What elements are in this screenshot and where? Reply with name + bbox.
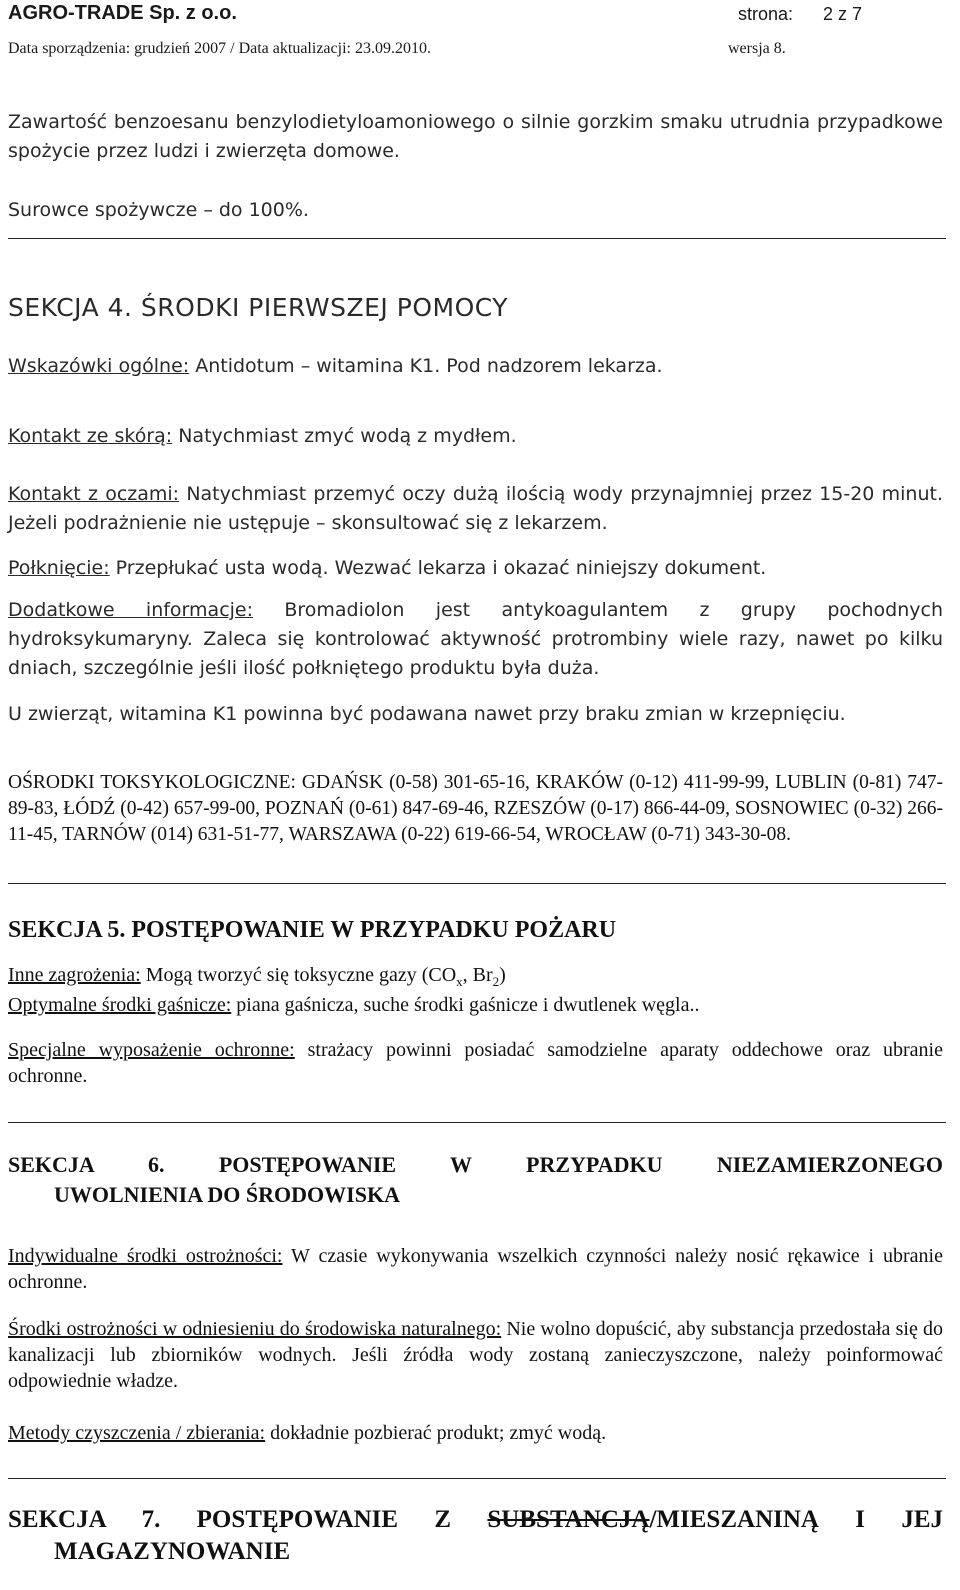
cleanup-label: Metody czyszczenia / zbierania: <box>8 1422 266 1444</box>
document-version: wersja 8. <box>728 40 786 57</box>
section7-title-line2: MAGAZYNOWANIE <box>54 1538 291 1565</box>
toxicology-centers: OŚRODKI TOKSYKOLOGICZNE: GDAŃSK (0-58) 301-65-16, KRAKÓW (0-12) 411-99-99, LUBLIN (0-81) 747-89-83, ŁÓDŹ (0-42) 657-99-00, POZNAŃ (0-61) 847-69-46, RZESZÓW (0-17) 866-44-09, SOSNOWIEC (0-32) 266-11-45, TARNÓW (014) 631-51-77, WARSZAWA (0-22) 619-66-54, WROCŁAW (0-71) 343-30-08. <box>8 772 943 845</box>
section5-media <box>8 992 943 1018</box>
section7-title-line1 <box>8 1504 943 1536</box>
section4-extra <box>8 596 943 683</box>
section-divider <box>8 1122 946 1123</box>
extra-text: Bromadiolon jest antykoagulantem z grupy pochodnych hydroksykumaryny. Zaleca się kontrolować aktywność protrombiny wiele razy, nawet po kilku dniach, szczególnie jeśli ilość połkniętego produktu była duża. <box>8 599 943 679</box>
section5-title: SEKCJA 5. POSTĘPOWANIE W PRZYPADKU POŻARU <box>8 917 617 943</box>
extra-label: Dodatkowe informacje: <box>8 599 254 621</box>
section-divider <box>8 238 946 239</box>
hazards-text-end: ) <box>499 964 506 986</box>
section4-animals: U zwierząt, witamina K1 powinna być podawana nawet przy braku zmian w krzepnięciu. <box>8 703 846 725</box>
skin-text: Natychmiast zmyć wodą z mydłem. <box>172 425 517 447</box>
hazards-text: Mogą tworzyć się toksyczne gazy (CO <box>140 964 457 986</box>
section6-cleanup <box>8 1420 943 1446</box>
section7-title <box>8 1504 943 1568</box>
env-text: Nie wolno dopuścić, aby substancja przedostała się do kanalizacji lub zbiorników wodnych. Jeśli źródła wody zostaną zanieczyszczone, należy poinformować odpowiednie władze. <box>8 1318 943 1392</box>
swallow-text: Przepłukać usta wodą. Wezwać lekarza i okazać niniejszy dokument. <box>109 557 767 579</box>
swallow-label: Połknięcie: <box>8 557 110 579</box>
media-label: Optymalne środki gaśnicze: <box>8 994 232 1016</box>
page-label: strona: <box>738 4 794 24</box>
section4-general <box>8 352 943 381</box>
section4-skin <box>8 422 943 451</box>
ppe-label: Specjalne wyposażenie ochronne: <box>8 1039 295 1061</box>
cleanup-text: dokładnie pozbierać produkt; zmyć wodą. <box>265 1422 607 1444</box>
hazards-text-br: , Br <box>462 964 493 986</box>
section7-title-b: /MIESZANINĄ I JEJ <box>649 1506 944 1533</box>
intro-raw-materials: Surowce spożywcze – do 100%. <box>8 199 309 221</box>
document-dates: Data sporządzenia: grudzień 2007 / Data aktualizacji: 23.09.2010. <box>8 40 431 57</box>
env-label: Środki ostrożności w odniesieniu do środowiska naturalnego: <box>8 1318 502 1340</box>
section-divider <box>8 1478 946 1479</box>
eyes-label: Kontakt z oczami: <box>8 483 180 505</box>
general-label: Wskazówki ogólne: <box>8 355 190 377</box>
section6-environment <box>8 1316 943 1394</box>
section6-title <box>8 1150 943 1210</box>
hazards-subscript-x: x <box>456 974 463 989</box>
eyes-text: Natychmiast przemyć oczy dużą ilością wody przynajmniej przez 15-20 minut. Jeżeli podrażnienie nie ustępuje – skonsultować się z lekarzem. <box>8 483 943 534</box>
page-number: 2 z 7 <box>823 4 863 24</box>
section6-title-line2: UWOLNIENIA DO ŚRODOWISKA <box>54 1182 400 1207</box>
skin-label: Kontakt ze skórą: <box>8 425 173 447</box>
section7-title-a: SEKCJA 7. POSTĘPOWANIE Z <box>8 1506 488 1533</box>
section5-hazards <box>8 962 943 995</box>
intro-paragraph: Zawartość benzoesanu benzylodietyloamoniowego o silnie gorzkim smaku utrudnia przypadkowe spożycie przez ludzi i zwierzęta domowe. <box>8 111 943 162</box>
section6-personal <box>8 1243 943 1295</box>
personal-label: Indywidualne środki ostrożności: <box>8 1245 283 1267</box>
header-meta <box>8 40 950 60</box>
company-name: AGRO-TRADE Sp. z o.o. <box>8 2 237 24</box>
section4-swallow <box>8 554 943 583</box>
personal-text: W czasie wykonywania wszelkich czynności należy nosić rękawice i ubranie ochronne. <box>8 1245 943 1293</box>
media-text: piana gaśnicza, suche środki gaśnicze i dwutlenek węgla.. <box>231 994 700 1016</box>
hazards-subscript-2: 2 <box>492 974 500 989</box>
section4-eyes <box>8 480 943 538</box>
general-text: Antidotum – witamina K1. Pod nadzorem lekarza. <box>189 355 663 377</box>
section7-title-struck: SUBSTANCJĄ <box>487 1506 650 1533</box>
section-divider <box>8 883 946 884</box>
hazards-label: Inne zagrożenia: <box>8 964 141 986</box>
section5-ppe <box>8 1037 943 1089</box>
section4-title: SEKCJA 4. ŚRODKI PIERWSZEJ POMOCY <box>8 293 509 322</box>
ppe-text: strażacy powinni posiadać samodzielne aparaty oddechowe oraz ubranie ochronne. <box>8 1039 943 1087</box>
page-header <box>8 2 950 26</box>
section6-title-line1: SEKCJA 6. POSTĘPOWANIE W PRZYPADKU NIEZAMIERZONEGO <box>8 1152 943 1177</box>
